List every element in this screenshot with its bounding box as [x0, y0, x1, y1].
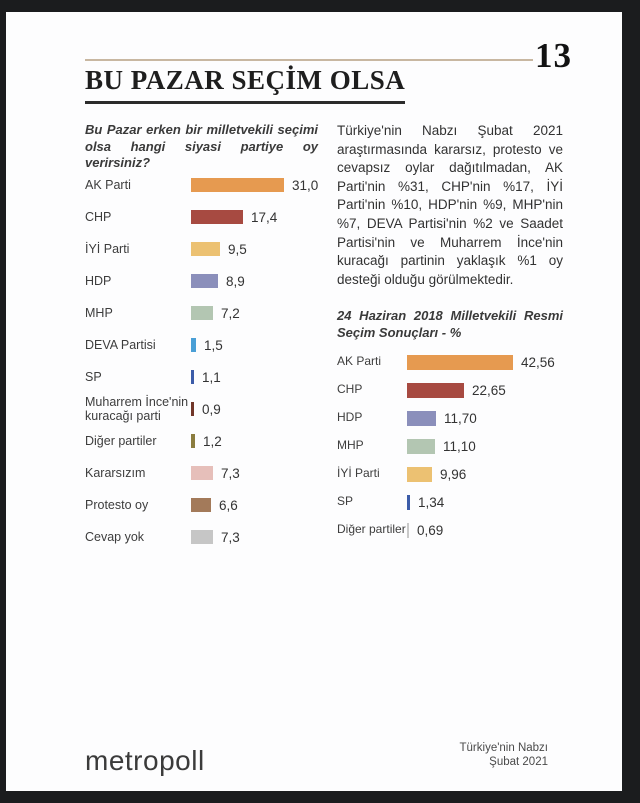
- chart-bar-value: 11,10: [443, 438, 476, 454]
- chart-row: [85, 169, 335, 201]
- chart-bar: [191, 466, 213, 480]
- chart-bar-group: [191, 402, 221, 417]
- chart-bar-group: [407, 495, 444, 510]
- chart-row: [85, 201, 335, 233]
- footer-edition: [348, 741, 548, 769]
- footer-edition-line1: Türkiye'nin Nabzı: [459, 742, 548, 754]
- chart-row: [337, 432, 587, 460]
- chart-bar-value: 17,4: [251, 209, 278, 225]
- chart-bar-value: 0,9: [202, 401, 221, 417]
- chart-bar-value: 1,34: [418, 494, 445, 510]
- chart-bar-value: 7,2: [221, 305, 240, 321]
- chart-row: [85, 425, 335, 457]
- report-page: [6, 12, 622, 791]
- chart-row: [85, 233, 335, 265]
- chart-row: [337, 376, 587, 404]
- chart-row: [337, 488, 587, 516]
- chart-bar: [407, 467, 432, 482]
- official-results-bar-chart: [337, 348, 587, 544]
- chart-bar: [407, 383, 464, 398]
- official-results-title: 24 Haziran 2018 Milletvekili Resmi Seçim Sonuçları - %: [337, 308, 563, 340]
- chart-bar-value: 1,1: [202, 369, 221, 385]
- chart-row: [85, 521, 335, 553]
- chart-bar: [191, 242, 220, 256]
- chart-row-label: CHP: [337, 382, 363, 397]
- chart-bar-group: [407, 439, 476, 454]
- chart-bar-group: [191, 370, 221, 385]
- chart-row: [85, 393, 335, 425]
- analysis-paragraph: Türkiye'nin Nabzı Şubat 2021 araştırmasında kararsız, protesto ve cevapsız oylar dağıtılmadan, AK Parti'nin %31, CHP'nin %17, İYİ Parti'nin %10, HDP'nin %9, MHP'nin %7, DEVA Partisi'nin %2 ve Saadet Partisi'nin ve Muharrem İnce'nin kuracağı partinin yaklaşık %1 oy desteği olduğu görülmektedir.: [337, 123, 563, 287]
- chart-bar-value: 1,5: [204, 337, 223, 353]
- chart-bar-group: [191, 466, 240, 481]
- chart-bar: [191, 370, 194, 384]
- chart-bar-group: [191, 274, 245, 289]
- metropoll-logo: metropoll: [85, 745, 205, 776]
- chart-row: [85, 457, 335, 489]
- chart-row-label: Diğer partiler: [85, 433, 157, 448]
- chart-row-label: İYİ Parti: [85, 241, 130, 256]
- page-number: 13: [535, 36, 572, 75]
- chart-row: [85, 297, 335, 329]
- chart-bar-group: [191, 210, 277, 225]
- chart-bar-value: 31,0: [292, 177, 319, 193]
- chart-bar-group: [191, 338, 223, 353]
- poll-question: Bu Pazar erken bir milletvekili seçimi olsa hangi siyasi partiye oy verirsiniz?: [85, 122, 318, 170]
- chart-bar: [191, 306, 213, 320]
- chart-row-label: Protesto oy: [85, 497, 149, 512]
- chart-bar: [407, 355, 513, 370]
- chart-bar-group: [407, 383, 506, 398]
- chart-row-label: Cevap yok: [85, 529, 145, 544]
- title-underline: [85, 101, 405, 104]
- chart-row-label: SP: [337, 494, 354, 509]
- chart-bar: [191, 274, 218, 288]
- chart-bar: [407, 439, 435, 454]
- chart-bar-group: [191, 434, 222, 449]
- chart-bar-value: 7,3: [221, 529, 240, 545]
- chart-row-label: Kararsızım: [85, 465, 146, 480]
- chart-row-label: HDP: [85, 273, 112, 288]
- chart-bar-group: [407, 355, 555, 370]
- chart-bar: [191, 498, 211, 512]
- chart-bar: [191, 434, 195, 448]
- chart-bar: [407, 411, 436, 426]
- poll-bar-chart: [85, 169, 335, 553]
- chart-bar: [407, 523, 409, 538]
- chart-bar-group: [191, 498, 238, 513]
- chart-row-label: İYİ Parti: [337, 466, 380, 481]
- chart-row-label: AK Parti: [337, 354, 382, 369]
- chart-bar-value: 0,69: [417, 522, 444, 538]
- chart-row: [337, 404, 587, 432]
- chart-row: [85, 361, 335, 393]
- chart-bar-value: 9,96: [440, 466, 467, 482]
- chart-bar: [191, 402, 194, 416]
- chart-bar: [191, 178, 284, 192]
- chart-bar-group: [191, 242, 247, 257]
- chart-row-label: Muharrem İnce'nin kuracağı parti: [85, 394, 189, 423]
- chart-row-label: MHP: [337, 438, 364, 453]
- chart-bar-value: 11,70: [444, 410, 477, 426]
- chart-row-label: CHP: [85, 209, 112, 224]
- chart-bar-value: 6,6: [219, 497, 238, 513]
- chart-bar-group: [407, 467, 466, 482]
- chart-row: [337, 460, 587, 488]
- chart-bar-group: [407, 411, 477, 426]
- chart-bar: [191, 210, 243, 224]
- chart-row-label: DEVA Partisi: [85, 337, 156, 352]
- chart-row: [337, 348, 587, 376]
- chart-row: [85, 489, 335, 521]
- chart-row-label: SP: [85, 369, 102, 384]
- chart-bar-value: 1,2: [203, 433, 222, 449]
- chart-bar: [191, 530, 213, 544]
- chart-bar-group: [191, 530, 240, 545]
- chart-row-label: HDP: [337, 410, 363, 425]
- chart-row-label: MHP: [85, 305, 113, 320]
- chart-row: [337, 516, 587, 544]
- chart-bar-group: [407, 523, 443, 538]
- chart-bar-group: [191, 178, 318, 193]
- footer-edition-line2: Şubat 2021: [489, 756, 548, 768]
- chart-row-label: Diğer partiler: [337, 522, 406, 537]
- chart-row-label: AK Parti: [85, 177, 131, 192]
- chart-bar: [407, 495, 410, 510]
- chart-bar-group: [191, 306, 240, 321]
- chart-bar-value: 7,3: [221, 465, 240, 481]
- chart-row: [85, 265, 335, 297]
- page-title: BU PAZAR SEÇİM OLSA: [85, 65, 406, 95]
- chart-bar-value: 22,65: [472, 382, 506, 398]
- header-rule: [85, 59, 533, 61]
- chart-bar-value: 42,56: [521, 354, 555, 370]
- chart-bar: [191, 338, 196, 352]
- chart-bar-value: 8,9: [226, 273, 245, 289]
- chart-row: [85, 329, 335, 361]
- chart-bar-value: 9,5: [228, 241, 247, 257]
